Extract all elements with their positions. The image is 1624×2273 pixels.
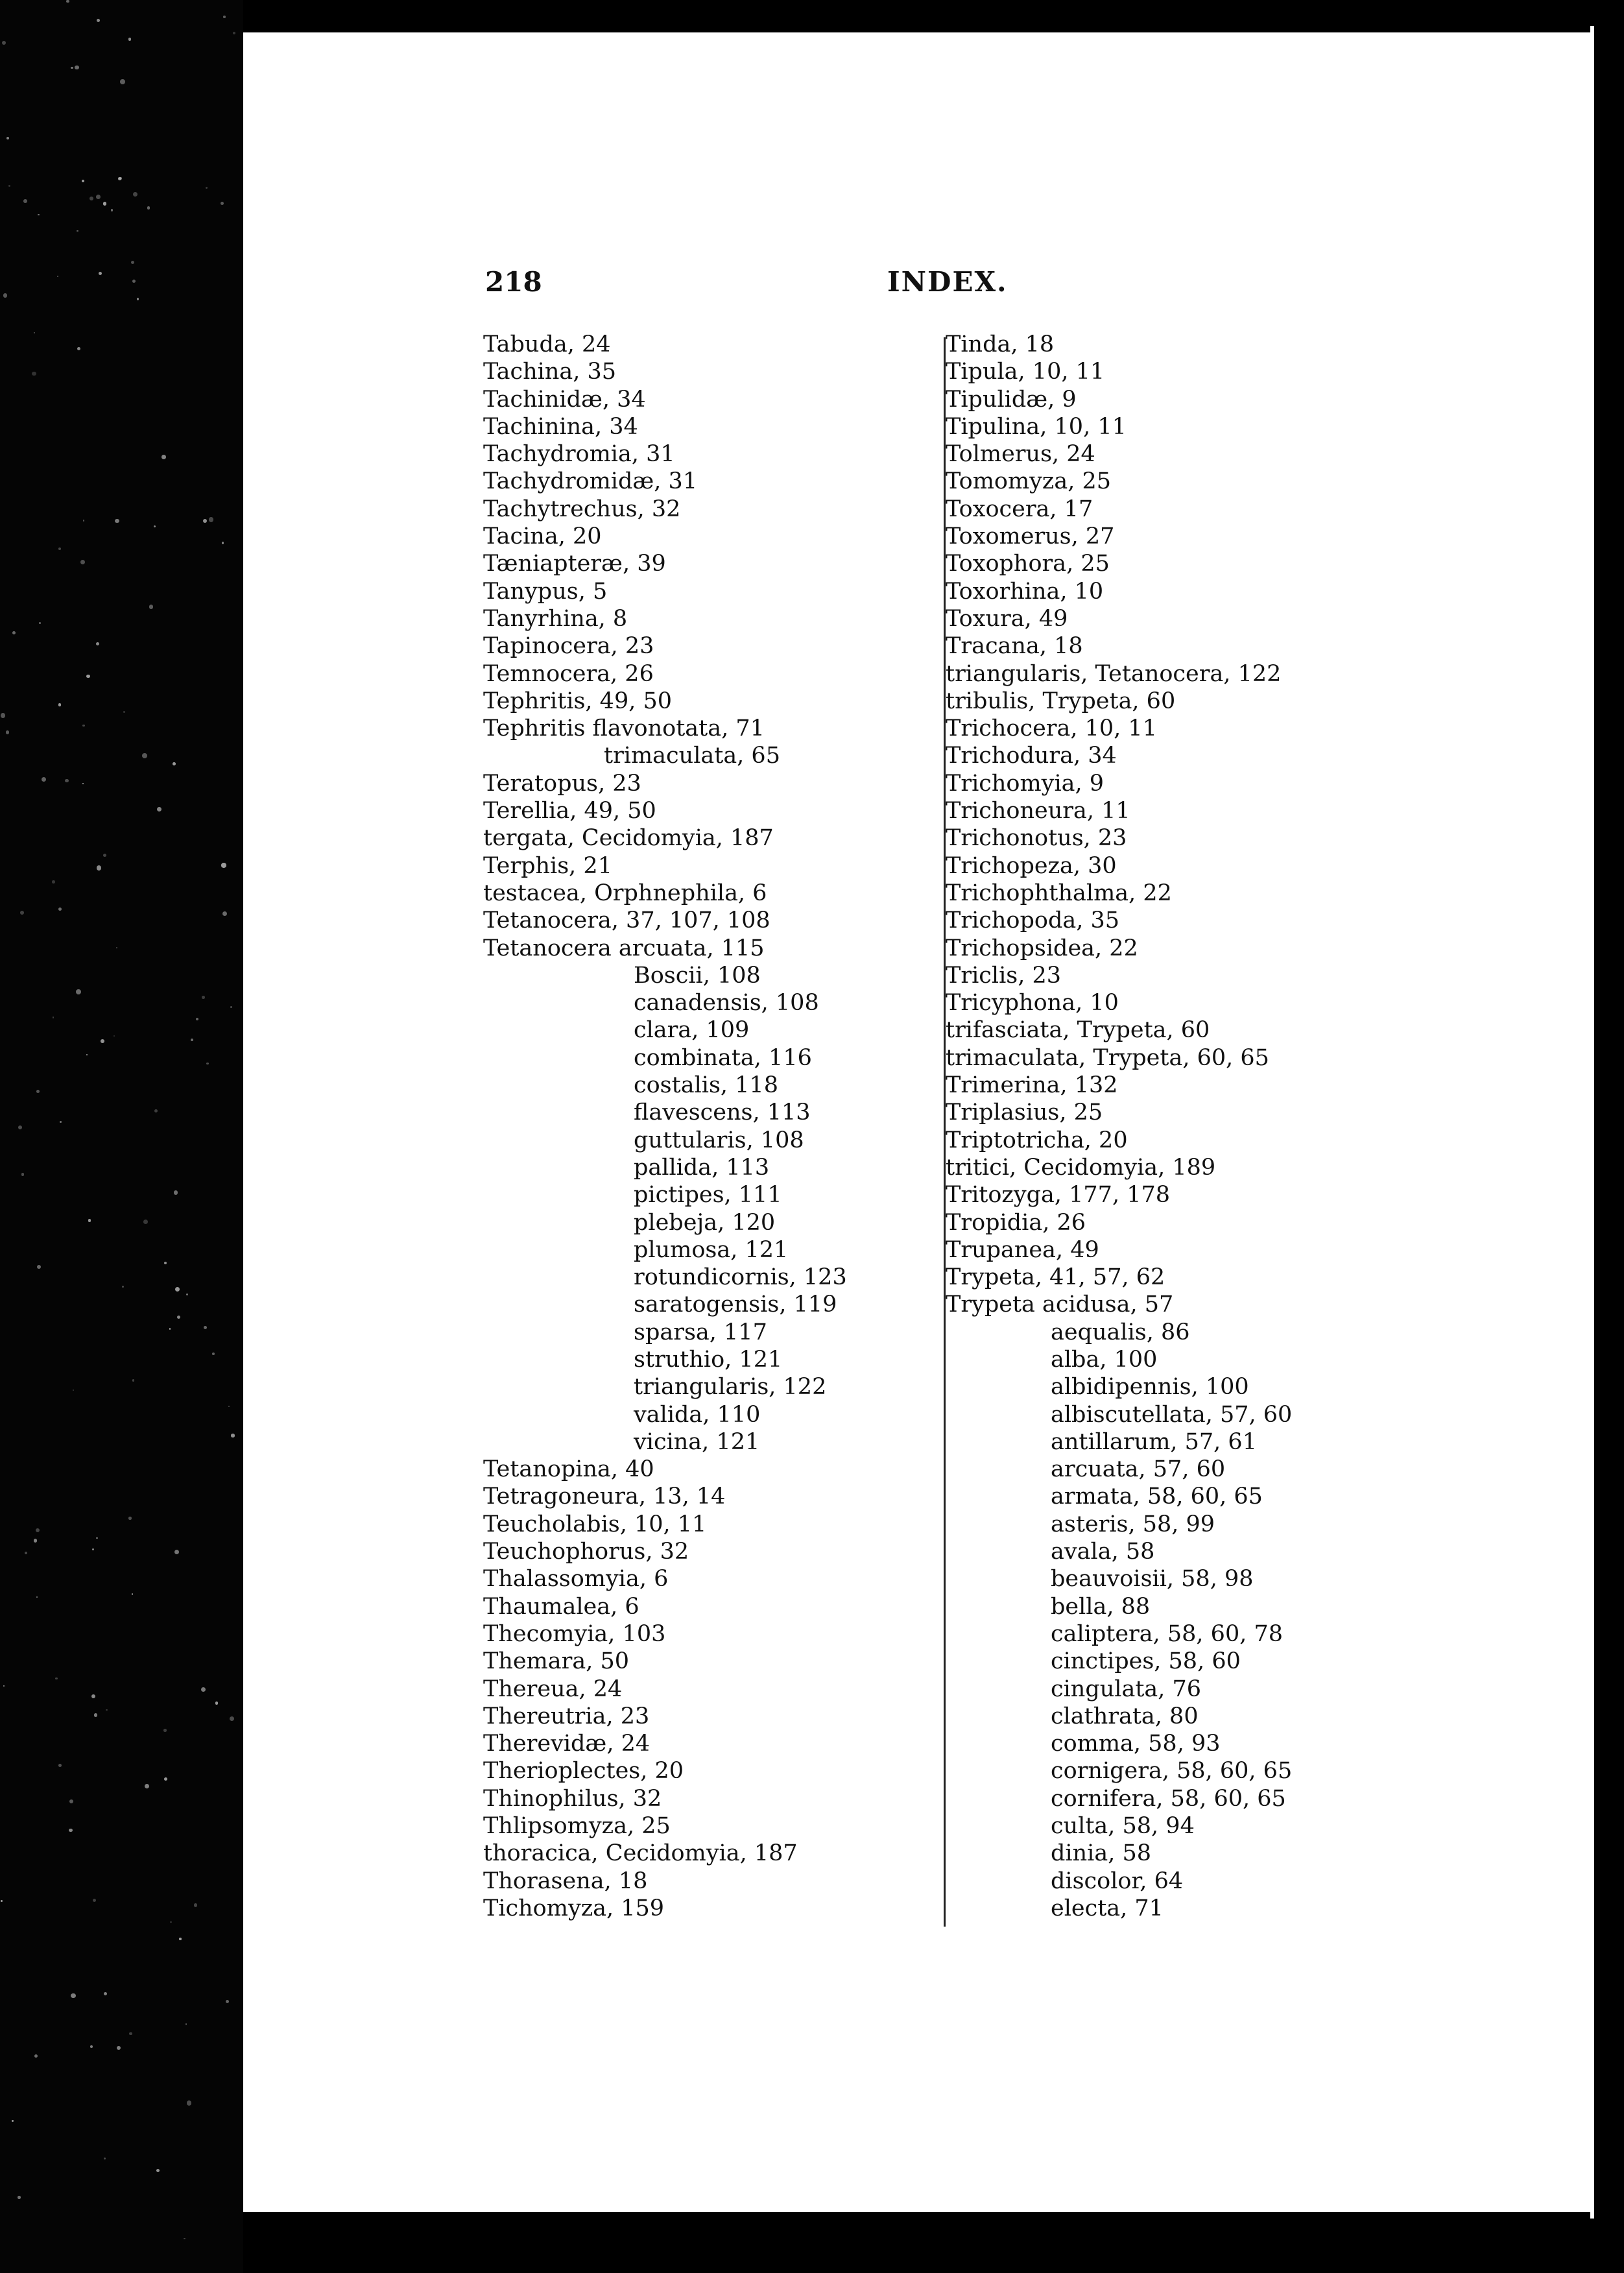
index-entry: Thalassomyia, 6 bbox=[483, 1566, 669, 1593]
index-entry: asteris, 58, 99 bbox=[1051, 1511, 1215, 1537]
index-entry: albidipennis, 100 bbox=[1051, 1374, 1249, 1401]
index-entry: struthio, 121 bbox=[634, 1346, 783, 1373]
index-entry: Tachydromidæ, 31 bbox=[483, 468, 698, 495]
index-entry: caliptera, 58, 60, 78 bbox=[1051, 1620, 1283, 1647]
index-entry: Tanypus, 5 bbox=[483, 578, 608, 605]
index-entry: Therevidæ, 24 bbox=[483, 1731, 651, 1757]
index-entry: trimaculata, 65 bbox=[604, 743, 780, 769]
index-entry: culta, 58, 94 bbox=[1051, 1813, 1195, 1840]
index-entry: Trichocera, 10, 11 bbox=[946, 716, 1157, 742]
index-entry: Tropidia, 26 bbox=[946, 1209, 1086, 1236]
index-entry: Trimerina, 132 bbox=[946, 1072, 1118, 1099]
index-entry: Themara, 50 bbox=[483, 1648, 630, 1675]
index-entry: Teucholabis, 10, 11 bbox=[483, 1511, 707, 1537]
index-entry: avala, 58 bbox=[1051, 1539, 1155, 1565]
index-column-left bbox=[483, 331, 847, 1922]
index-entry: Tetragoneura, 13, 14 bbox=[483, 1484, 726, 1510]
index-entry: costalis, 118 bbox=[634, 1072, 778, 1099]
index-entry: Tachina, 35 bbox=[483, 359, 617, 385]
index-entry: Toxorhina, 10 bbox=[946, 578, 1104, 605]
index-entry: Tricyphona, 10 bbox=[946, 990, 1119, 1016]
index-entry: Triplasius, 25 bbox=[946, 1100, 1103, 1126]
index-entry: electa, 71 bbox=[1051, 1895, 1164, 1921]
index-entry: Tæniapteræ, 39 bbox=[483, 551, 666, 577]
index-entry: aequalis, 86 bbox=[1051, 1319, 1190, 1345]
index-entry: cingulata, 76 bbox=[1051, 1676, 1202, 1702]
index-entry: cinctipes, 58, 60 bbox=[1051, 1648, 1241, 1675]
index-entry: beauvoisii, 58, 98 bbox=[1051, 1566, 1254, 1593]
book-spine-shadow bbox=[0, 0, 243, 2273]
index-entry: Trichopeza, 30 bbox=[946, 852, 1117, 879]
index-entry: Thlipsomyza, 25 bbox=[483, 1813, 671, 1840]
index-entry: Tephritis flavonotata, 71 bbox=[483, 716, 765, 742]
index-entry: Trichopoda, 35 bbox=[946, 908, 1120, 934]
index-entry: combinata, 116 bbox=[634, 1044, 812, 1071]
index-entry: Toxura, 49 bbox=[946, 605, 1068, 632]
index-entry: Therioplectes, 20 bbox=[483, 1758, 684, 1785]
index-entry: Trichomyia, 9 bbox=[946, 770, 1105, 797]
index-entry: triangularis, 122 bbox=[634, 1374, 827, 1401]
index-entry: Tipulidæ, 9 bbox=[946, 386, 1077, 413]
index-entry: Trupanea, 49 bbox=[946, 1236, 1099, 1263]
page-right-edge-gap bbox=[1590, 26, 1594, 2219]
index-entry: Trypeta acidusa, 57 bbox=[946, 1292, 1174, 1318]
index-entry: Tipulina, 10, 11 bbox=[946, 413, 1127, 440]
index-entry: Tachinidæ, 34 bbox=[483, 386, 646, 413]
index-entry: testacea, Orphnephila, 6 bbox=[483, 880, 767, 906]
page-sheet bbox=[243, 32, 1592, 2212]
index-entry: Trichoneura, 11 bbox=[946, 798, 1130, 824]
index-entry: canadensis, 108 bbox=[634, 990, 819, 1016]
index-entry: pictipes, 111 bbox=[634, 1182, 782, 1209]
index-entry: vicina, 121 bbox=[634, 1428, 760, 1455]
index-entry: Trichodura, 34 bbox=[946, 743, 1117, 769]
index-entry: saratogensis, 119 bbox=[634, 1292, 837, 1318]
index-entry: pallida, 113 bbox=[634, 1154, 770, 1181]
index-entry: Tolmerus, 24 bbox=[946, 441, 1095, 468]
index-entry: Teratopus, 23 bbox=[483, 770, 641, 797]
index-entry: Trichonotus, 23 bbox=[946, 825, 1127, 852]
index-entry: Tomomyza, 25 bbox=[946, 468, 1112, 495]
index-entry: plebeja, 120 bbox=[634, 1209, 776, 1236]
index-entry: Tephritis, 49, 50 bbox=[483, 688, 673, 714]
page-right-edge bbox=[1592, 0, 1624, 2273]
index-entry: clara, 109 bbox=[634, 1017, 750, 1044]
running-head: INDEX. bbox=[887, 266, 1008, 298]
index-entry: Tritozyga, 177, 178 bbox=[946, 1182, 1171, 1209]
index-entry: Triptotricha, 20 bbox=[946, 1127, 1128, 1153]
index-entry: Tetanocera, 37, 107, 108 bbox=[483, 908, 770, 934]
index-entry: Tipula, 10, 11 bbox=[946, 359, 1105, 385]
index-entry: Tracana, 18 bbox=[946, 633, 1083, 660]
index-entry: bella, 88 bbox=[1051, 1593, 1151, 1620]
index-entry: Trichopsidea, 22 bbox=[946, 935, 1138, 961]
index-entry: Temnocera, 26 bbox=[483, 660, 654, 687]
index-entry: Tanyrhina, 8 bbox=[483, 605, 628, 632]
index-entry: comma, 58, 93 bbox=[1051, 1731, 1221, 1757]
index-entry: Trichophthalma, 22 bbox=[946, 880, 1172, 906]
index-entry: arcuata, 57, 60 bbox=[1051, 1456, 1226, 1483]
index-entry: Terellia, 49, 50 bbox=[483, 798, 656, 824]
index-entry: alba, 100 bbox=[1051, 1346, 1158, 1373]
index-entry: valida, 110 bbox=[634, 1401, 761, 1428]
index-entry: tribulis, Trypeta, 60 bbox=[946, 688, 1176, 714]
index-entry: Toxophora, 25 bbox=[946, 551, 1110, 577]
index-entry: antillarum, 57, 61 bbox=[1051, 1428, 1257, 1455]
index-entry: Tacina, 20 bbox=[483, 523, 602, 550]
index-entry: tergata, Cecidomyia, 187 bbox=[483, 825, 774, 852]
index-entry: Toxomerus, 27 bbox=[946, 523, 1115, 550]
index-entry: Thereua, 24 bbox=[483, 1676, 623, 1702]
index-entry: Tabuda, 24 bbox=[483, 331, 611, 357]
index-entry: Tetanocera arcuata, 115 bbox=[483, 935, 765, 961]
index-entry: Thinophilus, 32 bbox=[483, 1785, 662, 1812]
index-entry: flavescens, 113 bbox=[634, 1100, 811, 1126]
index-entry: discolor, 64 bbox=[1051, 1868, 1184, 1894]
index-entry: armata, 58, 60, 65 bbox=[1051, 1484, 1263, 1510]
index-entry: trifasciata, Trypeta, 60 bbox=[946, 1017, 1210, 1044]
index-entry: Tapinocera, 23 bbox=[483, 633, 654, 660]
index-entry: Tachydromia, 31 bbox=[483, 441, 675, 468]
index-entry: Thereutria, 23 bbox=[483, 1703, 650, 1729]
index-entry: Terphis, 21 bbox=[483, 852, 612, 879]
index-entry: tritici, Cecidomyia, 189 bbox=[946, 1154, 1216, 1181]
index-entry: trimaculata, Trypeta, 60, 65 bbox=[946, 1044, 1269, 1071]
index-entry: Triclis, 23 bbox=[946, 962, 1062, 989]
index-entry: rotundicornis, 123 bbox=[634, 1264, 847, 1291]
index-entry: thoracica, Cecidomyia, 187 bbox=[483, 1840, 798, 1867]
index-entry: Tichomyza, 159 bbox=[483, 1895, 665, 1921]
index-entry: clathrata, 80 bbox=[1051, 1703, 1199, 1729]
index-entry: Trypeta, 41, 57, 62 bbox=[946, 1264, 1165, 1291]
index-entry: Tachinina, 34 bbox=[483, 413, 638, 440]
index-column-right bbox=[946, 331, 1292, 1922]
index-entry: Teuchophorus, 32 bbox=[483, 1539, 689, 1565]
index-entry: sparsa, 117 bbox=[634, 1319, 767, 1345]
index-entry: dinia, 58 bbox=[1051, 1840, 1151, 1867]
index-entry: Thaumalea, 6 bbox=[483, 1593, 639, 1620]
index-entry: Thecomyia, 103 bbox=[483, 1620, 666, 1647]
index-entry: Boscii, 108 bbox=[634, 962, 761, 989]
index-entry: triangularis, Tetanocera, 122 bbox=[946, 660, 1282, 687]
index-entry: Toxocera, 17 bbox=[946, 496, 1093, 522]
index-entry: cornifera, 58, 60, 65 bbox=[1051, 1785, 1286, 1812]
index-entry: Tinda, 18 bbox=[946, 331, 1055, 357]
index-entry: Tachytrechus, 32 bbox=[483, 496, 681, 522]
page-number: 218 bbox=[485, 266, 542, 298]
index-entry: plumosa, 121 bbox=[634, 1236, 789, 1263]
index-entry: albiscutellata, 57, 60 bbox=[1051, 1401, 1293, 1428]
index-entry: Tetanopina, 40 bbox=[483, 1456, 654, 1483]
index-entry: guttularis, 108 bbox=[634, 1127, 804, 1153]
index-entry: cornigera, 58, 60, 65 bbox=[1051, 1758, 1293, 1785]
index-entry: Thorasena, 18 bbox=[483, 1868, 648, 1894]
